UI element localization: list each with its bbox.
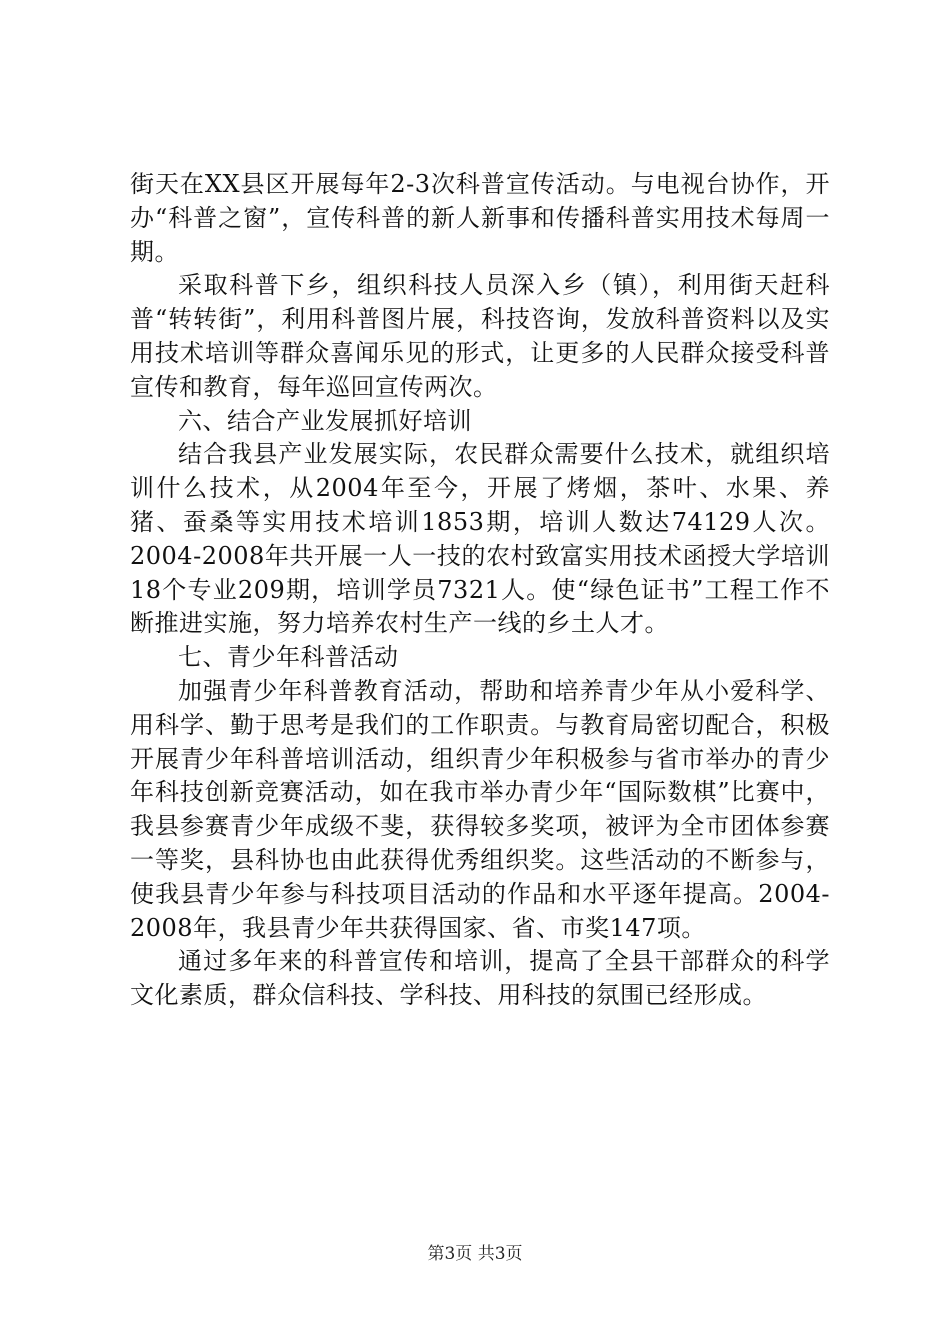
section-heading-7: 七、青少年科普活动	[178, 643, 399, 672]
paragraph-rural-outreach: 采取科普下乡，组织科技人员深入乡（镇），利用街天赶科普“转转街”，利用科普图片展，科技咨询，发放科普资料以及实用技术培训等群众喜闻乐见的形式，让更多的人民群众接受科普宣传和教育，每年巡回宣传两次。	[130, 271, 830, 401]
paragraph-continuation: 街天在XX县区开展每年2-3次科普宣传活动。与电视台协作，开办“科普之窗”，宣传科普的新人新事和传播科普实用技术每周一期。	[130, 170, 830, 266]
document-body	[130, 168, 830, 1013]
page-footer: 第3页 共3页	[427, 1244, 523, 1264]
paragraph-youth-activities: 加强青少年科普教育活动，帮助和培养青少年从小爱科学、用科学、勤于思考是我们的工作职责。与教育局密切配合，积极开展青少年科普培训活动，组织青少年积极参与省市举办的青少年科技创新竞赛活动，如在我市举办青少年“国际数棋”比赛中，我县参赛青少年成级不斐，获得较多奖项，被评为全市团体参赛一等奖，县科协也由此获得优秀组织奖。这些活动的不断参与，使我县青少年参与科技项目活动的作品和水平逐年提高。2004-2008年，我县青少年共获得国家、省、市奖147项。	[130, 676, 830, 942]
paragraph-conclusion: 通过多年来的科普宣传和培训，提高了全县干部群众的科学文化素质，群众信科技、学科技、用科技的氛围已经形成。	[130, 947, 830, 1010]
paragraph-industry-training: 结合我县产业发展实际，农民群众需要什么技术，就组织培训什么技术，从2004年至今，开展了烤烟，茶叶、水果、养猪、蚕桑等实用技术培训1853期，培训人数达74129人次。2004-2008年共开展一人一技的农村致富实用技术函授大学培训18个专业209期，培训学员7321人。使“绿色证书”工程工作不断推进实施，努力培养农村生产一线的乡土人才。	[130, 440, 830, 638]
section-heading-6: 六、结合产业发展抓好培训	[178, 406, 472, 435]
